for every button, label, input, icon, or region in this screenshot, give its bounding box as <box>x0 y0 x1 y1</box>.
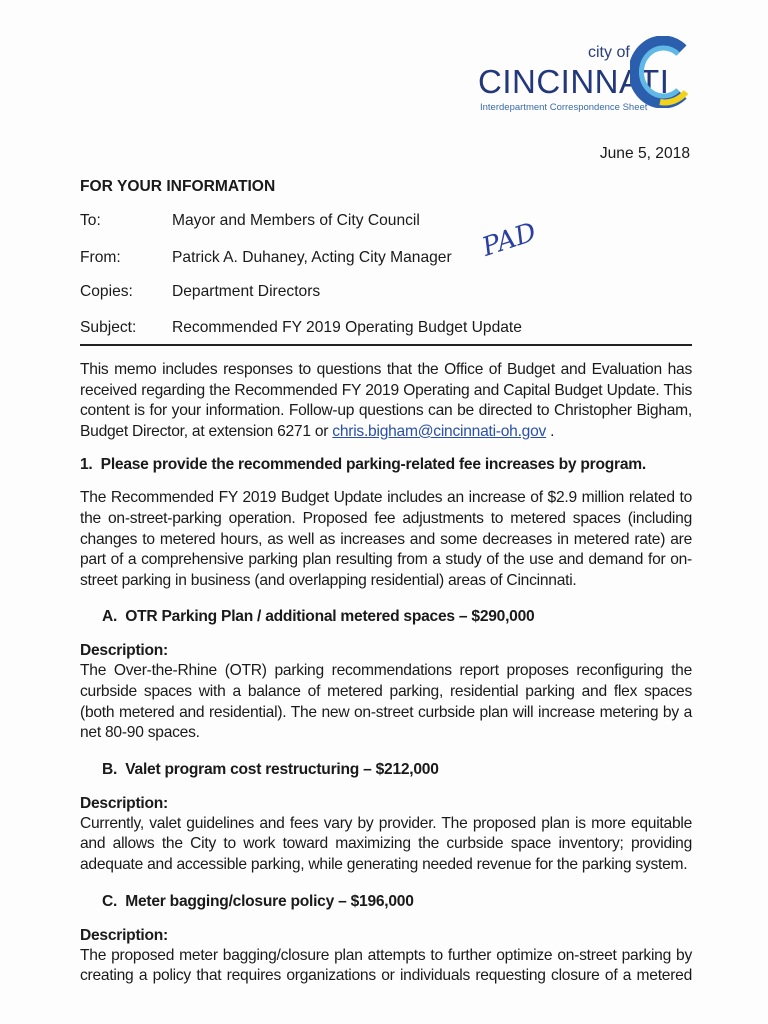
intro-paragraph <box>80 360 692 442</box>
memo-date: June 5, 2018 <box>599 145 690 162</box>
copies-value: Department Directors <box>172 283 321 300</box>
from-label: From: <box>80 249 121 266</box>
to-label: To: <box>80 212 101 229</box>
intro-text: This memo includes responses to questions that the Office of Budget and Evaluation has received regarding the Recommended FY 2019 Operating and Capital Budget Update. This content is for your information. Follow-up questions can be directed to Christopher Bigham, Budget Director, at extension 6271 or <box>80 361 692 440</box>
header-divider <box>80 344 692 346</box>
item-b-heading: B. Valet program cost restructuring – $212,000 <box>102 760 439 778</box>
question-1-text: The Recommended FY 2019 Budget Update includes an increase of $2.9 million related to the on-street-parking operation. Proposed fee adjustments to metered spaces (including changes to metered hours, as well as increases and some decreases in metered rate) are part of a comprehensive parking plan resulting from a study of the use and demand for on-street parking in business (and overlapping residential) areas of Cincinnati. <box>80 489 692 589</box>
email-link[interactable]: chris.bigham@cincinnati-oh.gov <box>332 422 547 440</box>
logo-name: CINCINNATI <box>478 63 670 100</box>
logo-c-icon <box>630 36 692 108</box>
subject-label: Subject: <box>80 319 137 336</box>
item-c-text: The proposed meter bagging/closure plan attempts to further optimize on-street parking by creating a policy that requires organizations or individuals requesting closure of a metered <box>80 946 692 985</box>
memo-header: FOR YOUR INFORMATION <box>80 178 276 195</box>
copies-label: Copies: <box>80 283 133 300</box>
logo-subtitle: Interdepartment Correspondence Sheet <box>480 102 648 113</box>
question-1-heading: 1. Please provide the recommended parking-related fee increases by program. <box>80 456 646 474</box>
to-value: Mayor and Members of City Council <box>172 212 420 229</box>
item-b-desc-label: Description: <box>80 794 168 812</box>
item-a-heading: A. OTR Parking Plan / additional metered spaces – $290,000 <box>102 608 535 626</box>
intro-end: . <box>546 422 555 440</box>
memo-body <box>80 360 692 987</box>
from-value: Patrick A. Duhaney, Acting City Manager <box>172 249 452 266</box>
logo-city-of: city of <box>588 44 630 61</box>
item-c-desc-label: Description: <box>80 926 168 944</box>
item-c-heading: C. Meter bagging/closure policy – $196,000 <box>102 892 414 910</box>
item-a-text: The Over-the-Rhine (OTR) parking recommendations report proposes reconfiguring the curbside spaces with a balance of metered parking, residential parking and flex spaces (both metered and residential). The new on-street curbside plan will increase metering by a net 80-90 spaces. <box>80 662 692 742</box>
item-a-desc-label: Description: <box>80 642 168 660</box>
signature-initials: PAD <box>478 217 541 263</box>
subject-value: Recommended FY 2019 Operating Budget Update <box>172 319 522 336</box>
item-b-text: Currently, valet guidelines and fees vary by provider. The proposed plan is more equitable and allows the City to work toward maximizing the curbside space inventory; providing adequate and accessible parking, while generating needed revenue for the parking system. <box>80 814 692 873</box>
